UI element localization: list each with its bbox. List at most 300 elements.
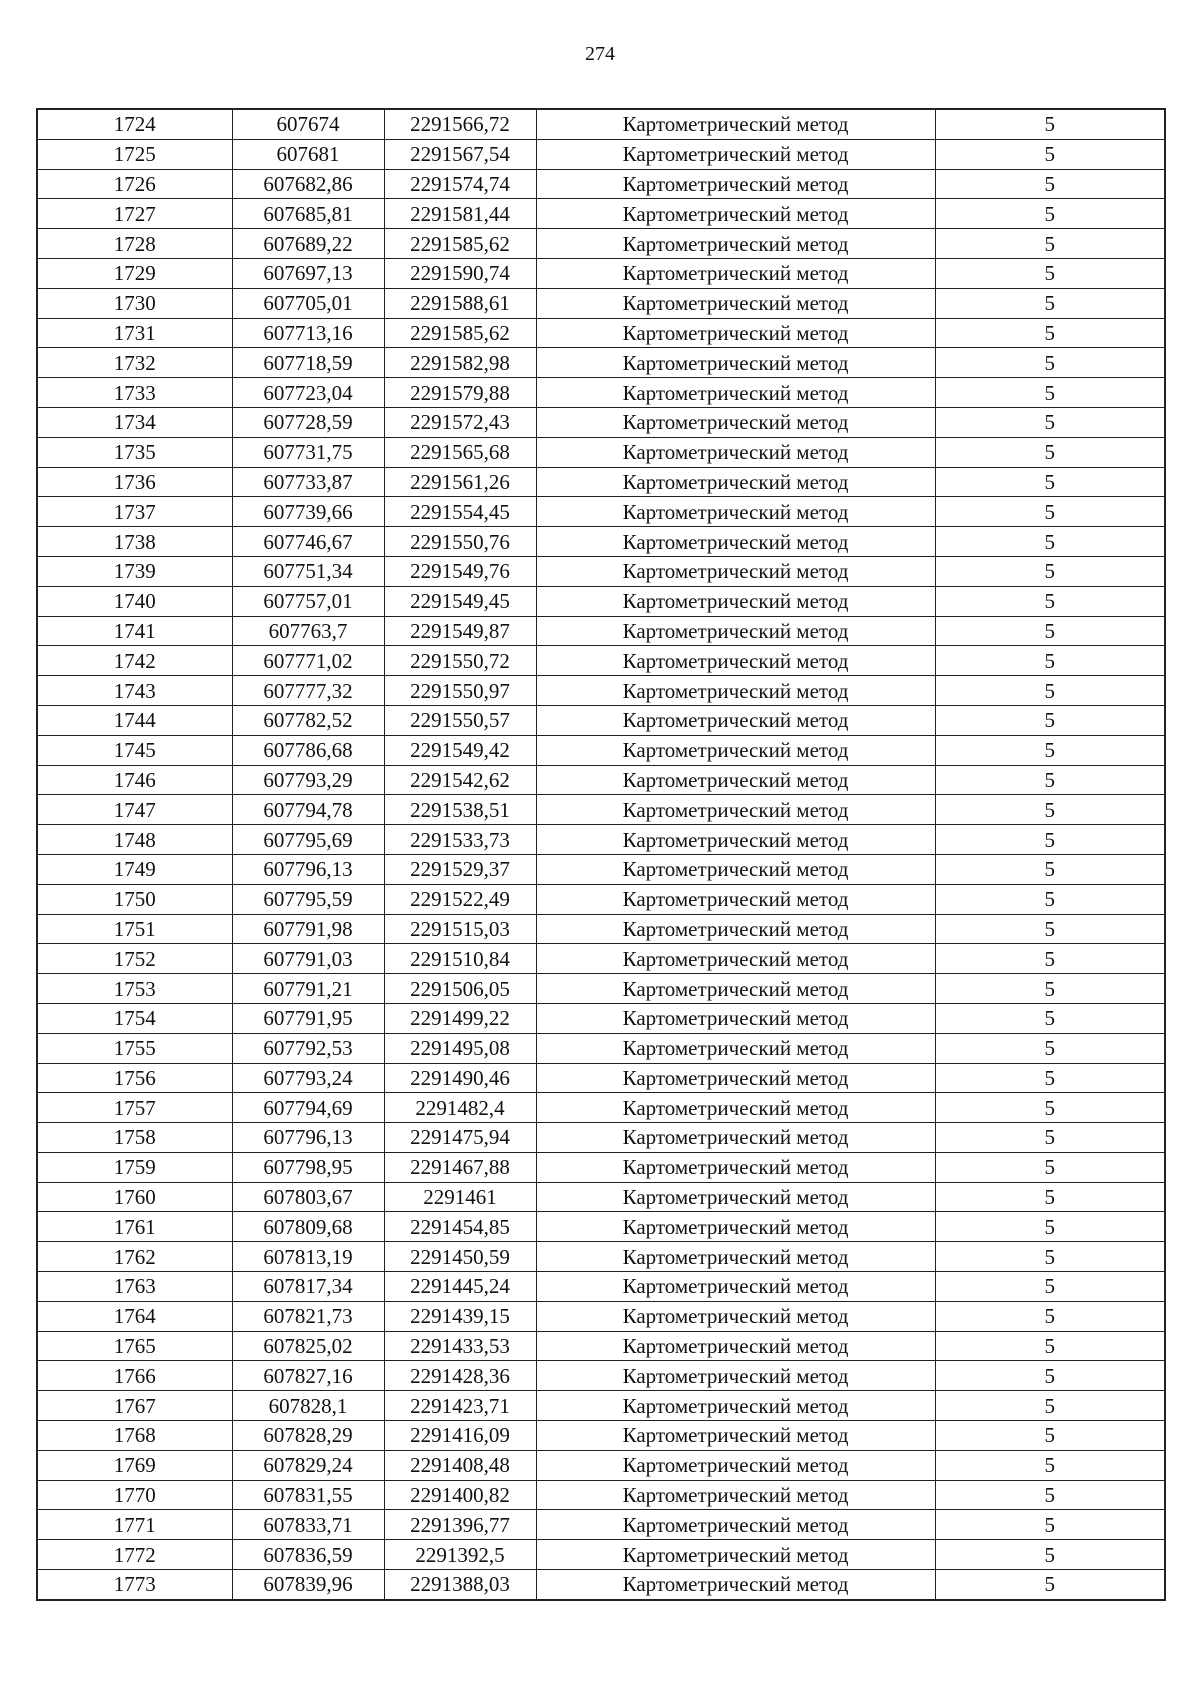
point-number-cell: 1750: [37, 884, 232, 914]
x-coordinate-cell: 607728,59: [232, 407, 384, 437]
y-coordinate-cell: 2291579,88: [384, 378, 536, 408]
table-row: [37, 646, 1165, 676]
x-coordinate-cell: 607705,01: [232, 288, 384, 318]
accuracy-cell: 5: [935, 318, 1165, 348]
accuracy-cell: 5: [935, 1152, 1165, 1182]
method-cell: Картометрический метод: [536, 974, 935, 1004]
point-number-cell: 1757: [37, 1093, 232, 1123]
method-cell: Картометрический метод: [536, 348, 935, 378]
accuracy-cell: 5: [935, 1480, 1165, 1510]
method-cell: Картометрический метод: [536, 914, 935, 944]
method-cell: Картометрический метод: [536, 1480, 935, 1510]
method-cell: Картометрический метод: [536, 1063, 935, 1093]
method-cell: Картометрический метод: [536, 318, 935, 348]
point-number-cell: 1735: [37, 437, 232, 467]
y-coordinate-cell: 2291538,51: [384, 795, 536, 825]
accuracy-cell: 5: [935, 437, 1165, 467]
y-coordinate-cell: 2291423,71: [384, 1391, 536, 1421]
table-row: [37, 1570, 1165, 1600]
table-row: [37, 1391, 1165, 1421]
accuracy-cell: 5: [935, 1361, 1165, 1391]
x-coordinate-cell: 607697,13: [232, 258, 384, 288]
accuracy-cell: 5: [935, 1391, 1165, 1421]
x-coordinate-cell: 607746,67: [232, 527, 384, 557]
method-cell: Картометрический метод: [536, 795, 935, 825]
y-coordinate-cell: 2291428,36: [384, 1361, 536, 1391]
point-number-cell: 1754: [37, 1003, 232, 1033]
table-row: [37, 229, 1165, 259]
table-row: [37, 1480, 1165, 1510]
x-coordinate-cell: 607757,01: [232, 586, 384, 616]
x-coordinate-cell: 607813,19: [232, 1242, 384, 1272]
x-coordinate-cell: 607793,29: [232, 765, 384, 795]
accuracy-cell: 5: [935, 765, 1165, 795]
point-number-cell: 1746: [37, 765, 232, 795]
method-cell: Картометрический метод: [536, 527, 935, 557]
table-row: [37, 1421, 1165, 1451]
point-number-cell: 1736: [37, 467, 232, 497]
y-coordinate-cell: 2291506,05: [384, 974, 536, 1004]
accuracy-cell: 5: [935, 914, 1165, 944]
method-cell: Картометрический метод: [536, 765, 935, 795]
method-cell: Картометрический метод: [536, 1570, 935, 1600]
accuracy-cell: 5: [935, 1570, 1165, 1600]
accuracy-cell: 5: [935, 407, 1165, 437]
accuracy-cell: 5: [935, 795, 1165, 825]
x-coordinate-cell: 607831,55: [232, 1480, 384, 1510]
point-number-cell: 1763: [37, 1272, 232, 1302]
x-coordinate-cell: 607786,68: [232, 735, 384, 765]
method-cell: Картометрический метод: [536, 378, 935, 408]
accuracy-cell: 5: [935, 1331, 1165, 1361]
method-cell: Картометрический метод: [536, 1361, 935, 1391]
x-coordinate-cell: 607782,52: [232, 705, 384, 735]
y-coordinate-cell: 2291467,88: [384, 1152, 536, 1182]
point-number-cell: 1742: [37, 646, 232, 676]
point-number-cell: 1752: [37, 944, 232, 974]
x-coordinate-cell: 607674: [232, 109, 384, 139]
table-row: [37, 825, 1165, 855]
table-row: [37, 1510, 1165, 1540]
y-coordinate-cell: 2291388,03: [384, 1570, 536, 1600]
point-number-cell: 1731: [37, 318, 232, 348]
accuracy-cell: 5: [935, 1093, 1165, 1123]
point-number-cell: 1761: [37, 1212, 232, 1242]
y-coordinate-cell: 2291582,98: [384, 348, 536, 378]
y-coordinate-cell: 2291572,43: [384, 407, 536, 437]
point-number-cell: 1732: [37, 348, 232, 378]
table-row: [37, 437, 1165, 467]
x-coordinate-cell: 607681: [232, 139, 384, 169]
accuracy-cell: 5: [935, 1421, 1165, 1451]
point-number-cell: 1751: [37, 914, 232, 944]
x-coordinate-cell: 607791,98: [232, 914, 384, 944]
y-coordinate-cell: 2291550,72: [384, 646, 536, 676]
accuracy-cell: 5: [935, 199, 1165, 229]
x-coordinate-cell: 607796,13: [232, 1123, 384, 1153]
point-number-cell: 1758: [37, 1123, 232, 1153]
point-number-cell: 1770: [37, 1480, 232, 1510]
accuracy-cell: 5: [935, 854, 1165, 884]
accuracy-cell: 5: [935, 1123, 1165, 1153]
table-row: [37, 676, 1165, 706]
point-number-cell: 1730: [37, 288, 232, 318]
method-cell: Картометрический метод: [536, 586, 935, 616]
method-cell: Картометрический метод: [536, 497, 935, 527]
point-number-cell: 1768: [37, 1421, 232, 1451]
method-cell: Картометрический метод: [536, 1421, 935, 1451]
table-row: [37, 735, 1165, 765]
accuracy-cell: 5: [935, 378, 1165, 408]
method-cell: Картометрический метод: [536, 467, 935, 497]
table-row: [37, 407, 1165, 437]
accuracy-cell: 5: [935, 527, 1165, 557]
y-coordinate-cell: 2291396,77: [384, 1510, 536, 1540]
table-row: [37, 854, 1165, 884]
point-number-cell: 1756: [37, 1063, 232, 1093]
method-cell: Картометрический метод: [536, 1242, 935, 1272]
accuracy-cell: 5: [935, 1510, 1165, 1540]
method-cell: Картометрический метод: [536, 437, 935, 467]
point-number-cell: 1745: [37, 735, 232, 765]
accuracy-cell: 5: [935, 467, 1165, 497]
x-coordinate-cell: 607828,29: [232, 1421, 384, 1451]
method-cell: Картометрический метод: [536, 705, 935, 735]
table-row: [37, 1450, 1165, 1480]
table-row: [37, 1003, 1165, 1033]
x-coordinate-cell: 607793,24: [232, 1063, 384, 1093]
x-coordinate-cell: 607791,03: [232, 944, 384, 974]
table-row: [37, 944, 1165, 974]
table-row: [37, 527, 1165, 557]
y-coordinate-cell: 2291549,87: [384, 616, 536, 646]
accuracy-cell: 5: [935, 348, 1165, 378]
point-number-cell: 1766: [37, 1361, 232, 1391]
method-cell: Картометрический метод: [536, 229, 935, 259]
accuracy-cell: 5: [935, 1301, 1165, 1331]
method-cell: Картометрический метод: [536, 109, 935, 139]
accuracy-cell: 5: [935, 705, 1165, 735]
point-number-cell: 1728: [37, 229, 232, 259]
table-row: [37, 1540, 1165, 1570]
table-row: [37, 1361, 1165, 1391]
method-cell: Картометрический метод: [536, 407, 935, 437]
y-coordinate-cell: 2291433,53: [384, 1331, 536, 1361]
y-coordinate-cell: 2291561,26: [384, 467, 536, 497]
table-row: [37, 467, 1165, 497]
method-cell: Картометрический метод: [536, 1123, 935, 1153]
y-coordinate-cell: 2291461: [384, 1182, 536, 1212]
table-row: [37, 795, 1165, 825]
x-coordinate-cell: 607751,34: [232, 556, 384, 586]
point-number-cell: 1734: [37, 407, 232, 437]
point-number-cell: 1729: [37, 258, 232, 288]
point-number-cell: 1772: [37, 1540, 232, 1570]
y-coordinate-cell: 2291574,74: [384, 169, 536, 199]
accuracy-cell: 5: [935, 825, 1165, 855]
y-coordinate-cell: 2291515,03: [384, 914, 536, 944]
x-coordinate-cell: 607777,32: [232, 676, 384, 706]
accuracy-cell: 5: [935, 1272, 1165, 1302]
method-cell: Картометрический метод: [536, 1093, 935, 1123]
x-coordinate-cell: 607798,95: [232, 1152, 384, 1182]
y-coordinate-cell: 2291510,84: [384, 944, 536, 974]
accuracy-cell: 5: [935, 1033, 1165, 1063]
method-cell: Картометрический метод: [536, 1510, 935, 1540]
method-cell: Картометрический метод: [536, 258, 935, 288]
accuracy-cell: 5: [935, 646, 1165, 676]
x-coordinate-cell: 607821,73: [232, 1301, 384, 1331]
x-coordinate-cell: 607833,71: [232, 1510, 384, 1540]
method-cell: Картометрический метод: [536, 1003, 935, 1033]
accuracy-cell: 5: [935, 1212, 1165, 1242]
x-coordinate-cell: 607836,59: [232, 1540, 384, 1570]
y-coordinate-cell: 2291566,72: [384, 109, 536, 139]
y-coordinate-cell: 2291450,59: [384, 1242, 536, 1272]
point-number-cell: 1738: [37, 527, 232, 557]
method-cell: Картометрический метод: [536, 825, 935, 855]
y-coordinate-cell: 2291400,82: [384, 1480, 536, 1510]
table-row: [37, 1331, 1165, 1361]
accuracy-cell: 5: [935, 169, 1165, 199]
x-coordinate-cell: 607828,1: [232, 1391, 384, 1421]
x-coordinate-cell: 607827,16: [232, 1361, 384, 1391]
method-cell: Картометрический метод: [536, 735, 935, 765]
table-row: [37, 1272, 1165, 1302]
table-row: [37, 974, 1165, 1004]
table-row: [37, 1242, 1165, 1272]
x-coordinate-cell: 607739,66: [232, 497, 384, 527]
point-number-cell: 1724: [37, 109, 232, 139]
accuracy-cell: 5: [935, 1242, 1165, 1272]
table-row: [37, 109, 1165, 139]
point-number-cell: 1769: [37, 1450, 232, 1480]
x-coordinate-cell: 607771,02: [232, 646, 384, 676]
accuracy-cell: 5: [935, 497, 1165, 527]
method-cell: Картометрический метод: [536, 169, 935, 199]
table-row: [37, 288, 1165, 318]
x-coordinate-cell: 607829,24: [232, 1450, 384, 1480]
point-number-cell: 1725: [37, 139, 232, 169]
table-row: [37, 884, 1165, 914]
accuracy-cell: 5: [935, 258, 1165, 288]
point-number-cell: 1767: [37, 1391, 232, 1421]
table-row: [37, 616, 1165, 646]
point-number-cell: 1749: [37, 854, 232, 884]
accuracy-cell: 5: [935, 288, 1165, 318]
x-coordinate-cell: 607792,53: [232, 1033, 384, 1063]
y-coordinate-cell: 2291549,42: [384, 735, 536, 765]
method-cell: Картометрический метод: [536, 556, 935, 586]
x-coordinate-cell: 607733,87: [232, 467, 384, 497]
point-number-cell: 1759: [37, 1152, 232, 1182]
x-coordinate-cell: 607794,69: [232, 1093, 384, 1123]
point-number-cell: 1753: [37, 974, 232, 1004]
table-row: [37, 258, 1165, 288]
point-number-cell: 1747: [37, 795, 232, 825]
x-coordinate-cell: 607791,95: [232, 1003, 384, 1033]
table-row: [37, 378, 1165, 408]
accuracy-cell: 5: [935, 884, 1165, 914]
table-row: [37, 318, 1165, 348]
x-coordinate-cell: 607791,21: [232, 974, 384, 1004]
accuracy-cell: 5: [935, 1003, 1165, 1033]
y-coordinate-cell: 2291549,76: [384, 556, 536, 586]
table-row: [37, 586, 1165, 616]
y-coordinate-cell: 2291475,94: [384, 1123, 536, 1153]
table-row: [37, 765, 1165, 795]
y-coordinate-cell: 2291490,46: [384, 1063, 536, 1093]
method-cell: Картометрический метод: [536, 1212, 935, 1242]
x-coordinate-cell: 607682,86: [232, 169, 384, 199]
table-row: [37, 497, 1165, 527]
point-number-cell: 1762: [37, 1242, 232, 1272]
accuracy-cell: 5: [935, 735, 1165, 765]
y-coordinate-cell: 2291454,85: [384, 1212, 536, 1242]
method-cell: Картометрический метод: [536, 1033, 935, 1063]
y-coordinate-cell: 2291550,76: [384, 527, 536, 557]
x-coordinate-cell: 607803,67: [232, 1182, 384, 1212]
y-coordinate-cell: 2291522,49: [384, 884, 536, 914]
x-coordinate-cell: 607839,96: [232, 1570, 384, 1600]
coordinates-table-body: [37, 109, 1165, 1600]
table-row: [37, 1152, 1165, 1182]
point-number-cell: 1755: [37, 1033, 232, 1063]
point-number-cell: 1764: [37, 1301, 232, 1331]
method-cell: Картометрический метод: [536, 1272, 935, 1302]
table-row: [37, 1063, 1165, 1093]
accuracy-cell: 5: [935, 139, 1165, 169]
x-coordinate-cell: 607713,16: [232, 318, 384, 348]
accuracy-cell: 5: [935, 586, 1165, 616]
table-row: [37, 914, 1165, 944]
x-coordinate-cell: 607809,68: [232, 1212, 384, 1242]
accuracy-cell: 5: [935, 974, 1165, 1004]
y-coordinate-cell: 2291585,62: [384, 318, 536, 348]
table-row: [37, 348, 1165, 378]
method-cell: Картометрический метод: [536, 884, 935, 914]
x-coordinate-cell: 607794,78: [232, 795, 384, 825]
method-cell: Картометрический метод: [536, 1391, 935, 1421]
accuracy-cell: 5: [935, 1450, 1165, 1480]
point-number-cell: 1727: [37, 199, 232, 229]
table-row: [37, 169, 1165, 199]
y-coordinate-cell: 2291482,4: [384, 1093, 536, 1123]
point-number-cell: 1743: [37, 676, 232, 706]
method-cell: Картометрический метод: [536, 616, 935, 646]
table-row: [37, 199, 1165, 229]
y-coordinate-cell: 2291499,22: [384, 1003, 536, 1033]
x-coordinate-cell: 607685,81: [232, 199, 384, 229]
method-cell: Картометрический метод: [536, 1152, 935, 1182]
table-row: [37, 705, 1165, 735]
x-coordinate-cell: 607796,13: [232, 854, 384, 884]
y-coordinate-cell: 2291495,08: [384, 1033, 536, 1063]
table-row: [37, 556, 1165, 586]
method-cell: Картометрический метод: [536, 199, 935, 229]
method-cell: Картометрический метод: [536, 139, 935, 169]
accuracy-cell: 5: [935, 1540, 1165, 1570]
coordinates-table: [36, 108, 1166, 1601]
point-number-cell: 1737: [37, 497, 232, 527]
y-coordinate-cell: 2291542,62: [384, 765, 536, 795]
y-coordinate-cell: 2291554,45: [384, 497, 536, 527]
method-cell: Картометрический метод: [536, 1540, 935, 1570]
point-number-cell: 1741: [37, 616, 232, 646]
y-coordinate-cell: 2291588,61: [384, 288, 536, 318]
method-cell: Картометрический метод: [536, 1301, 935, 1331]
table-row: [37, 1093, 1165, 1123]
y-coordinate-cell: 2291550,57: [384, 705, 536, 735]
table-row: [37, 1301, 1165, 1331]
method-cell: Картометрический метод: [536, 1331, 935, 1361]
accuracy-cell: 5: [935, 109, 1165, 139]
x-coordinate-cell: 607689,22: [232, 229, 384, 259]
table-row: [37, 1212, 1165, 1242]
x-coordinate-cell: 607795,69: [232, 825, 384, 855]
accuracy-cell: 5: [935, 229, 1165, 259]
x-coordinate-cell: 607723,04: [232, 378, 384, 408]
table-row: [37, 1033, 1165, 1063]
accuracy-cell: 5: [935, 944, 1165, 974]
x-coordinate-cell: 607817,34: [232, 1272, 384, 1302]
method-cell: Картометрический метод: [536, 1450, 935, 1480]
point-number-cell: 1760: [37, 1182, 232, 1212]
x-coordinate-cell: 607825,02: [232, 1331, 384, 1361]
point-number-cell: 1748: [37, 825, 232, 855]
y-coordinate-cell: 2291585,62: [384, 229, 536, 259]
accuracy-cell: 5: [935, 556, 1165, 586]
table-row: [37, 1182, 1165, 1212]
method-cell: Картометрический метод: [536, 854, 935, 884]
point-number-cell: 1773: [37, 1570, 232, 1600]
method-cell: Картометрический метод: [536, 1182, 935, 1212]
table-row: [37, 139, 1165, 169]
accuracy-cell: 5: [935, 616, 1165, 646]
y-coordinate-cell: 2291590,74: [384, 258, 536, 288]
y-coordinate-cell: 2291445,24: [384, 1272, 536, 1302]
accuracy-cell: 5: [935, 676, 1165, 706]
table-row: [37, 1123, 1165, 1153]
method-cell: Картометрический метод: [536, 288, 935, 318]
y-coordinate-cell: 2291549,45: [384, 586, 536, 616]
y-coordinate-cell: 2291416,09: [384, 1421, 536, 1451]
y-coordinate-cell: 2291581,44: [384, 199, 536, 229]
y-coordinate-cell: 2291439,15: [384, 1301, 536, 1331]
point-number-cell: 1739: [37, 556, 232, 586]
accuracy-cell: 5: [935, 1182, 1165, 1212]
y-coordinate-cell: 2291529,37: [384, 854, 536, 884]
x-coordinate-cell: 607763,7: [232, 616, 384, 646]
y-coordinate-cell: 2291533,73: [384, 825, 536, 855]
page-number: 274: [585, 43, 615, 65]
point-number-cell: 1744: [37, 705, 232, 735]
y-coordinate-cell: 2291550,97: [384, 676, 536, 706]
y-coordinate-cell: 2291408,48: [384, 1450, 536, 1480]
point-number-cell: 1771: [37, 1510, 232, 1540]
y-coordinate-cell: 2291565,68: [384, 437, 536, 467]
accuracy-cell: 5: [935, 1063, 1165, 1093]
method-cell: Картометрический метод: [536, 944, 935, 974]
x-coordinate-cell: 607795,59: [232, 884, 384, 914]
point-number-cell: 1765: [37, 1331, 232, 1361]
y-coordinate-cell: 2291392,5: [384, 1540, 536, 1570]
method-cell: Картометрический метод: [536, 676, 935, 706]
point-number-cell: 1733: [37, 378, 232, 408]
point-number-cell: 1740: [37, 586, 232, 616]
x-coordinate-cell: 607731,75: [232, 437, 384, 467]
x-coordinate-cell: 607718,59: [232, 348, 384, 378]
